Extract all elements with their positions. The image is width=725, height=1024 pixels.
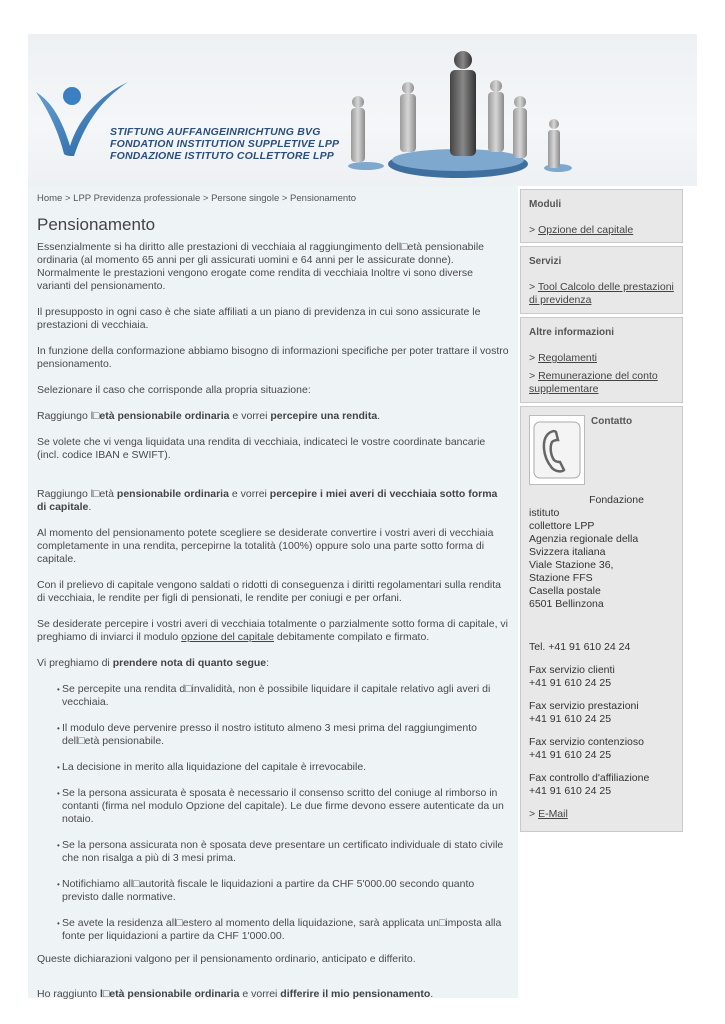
bank-details-paragraph: Se volete che vi venga liquidata una rendita di vecchiaia, indicateci le vostre coordinate bancarie (incl. codice IBAN e SWIFT). — [37, 436, 486, 461]
fax-contenzioso: Fax servizio contenzioso +41 91 610 24 25 — [529, 736, 644, 761]
intro-paragraph: Essenzialmente si ha diritto alle prestazioni di vecchiaia al raggiungimento dell□età pensionabile ordinaria (al momento 65 anni per gli assicurati uomini e 64 anni per le assicurate donne). Normalmente le prestazioni vengono erogate come rendita di vecchiaia Inoltre vi sono diverse varianti del pensionamento. — [37, 241, 485, 292]
case-capitale: Raggiungo l□età pensionabile ordinaria e vorrei percepire i miei averi di vecchiaia sotto forma di capitale. — [37, 488, 498, 513]
arrow-icon: > — [529, 352, 536, 364]
list-item: • Il modulo deve pervenire presso il nostro istituto almeno 3 mesi prima del raggiungimento dell□età pensionabile. — [37, 722, 509, 748]
arrow-icon: > — [529, 224, 536, 236]
address-line: 6501 Bellinzona — [529, 598, 604, 610]
altre-link-regolamenti[interactable]: Regolamenti — [538, 352, 598, 364]
capital-form-paragraph: Se desiderate percepire i vostri averi di vecchiaia totalmente o parzialmente sotto forma di capitale, vi preghiamo di inviarci il modulo opzione del capitale debitamente compilato e firmato. — [37, 618, 508, 643]
address-line: Fondazione — [589, 494, 644, 506]
prerequisite-paragraph: Il presupposto in ogni caso è che siate affiliati a un piano di previdenza in cui sono assicurate le prestazioni di vecchiaia. — [37, 306, 481, 331]
contact-info — [529, 494, 674, 821]
page-title: Pensionamento — [37, 215, 156, 234]
list-item: • Se percepite una rendita d□invalidità, non è possibile liquidare il capitale relativo agli averi di vecchiaia. — [37, 683, 509, 709]
fax-clienti: Fax servizio clienti +41 91 610 24 25 — [529, 664, 615, 689]
select-case-paragraph: Selezionare il caso che corrisponde alla propria situazione: — [37, 384, 311, 396]
logo-line-3: FONDAZIONE ISTITUTO COLLETTORE LPP — [110, 150, 334, 162]
servizi-box — [520, 246, 683, 314]
phone-icon — [529, 415, 585, 485]
case-differire: Ho raggiunto l□età pensionabile ordinaria e vorrei differire il mio pensionamento. — [37, 988, 434, 1000]
email-link[interactable]: E-Mail — [538, 808, 568, 820]
address-line: Casella postale — [529, 585, 601, 597]
logo-line-2: FONDATION INSTITUTION SUPPLETIVE LPP — [110, 138, 340, 150]
telephone: Tel. +41 91 610 24 24 — [529, 641, 631, 653]
address-line: collettore LPP — [529, 520, 595, 532]
address-line: Svizzera italiana — [529, 546, 606, 558]
list-item: • Notifichiamo all□autorità fiscale le liquidazioni a partire da CHF 5'000.00 secondo quanto previsto dalle normative. — [37, 878, 509, 904]
arrow-icon: > — [529, 281, 536, 293]
info-paragraph: In funzione della conformazione abbiamo bisogno di informazioni specifiche per poter trattare il vostro pensionamento. — [37, 345, 509, 370]
address-line: Agenzia regionale della — [529, 533, 639, 545]
servizi-link-tool[interactable]: Tool Calcolo delle prestazioni di previdenza — [529, 281, 674, 306]
people-illustration — [328, 44, 588, 184]
arrow-icon: > — [529, 808, 536, 820]
address-line: Stazione FFS — [529, 572, 593, 584]
opzione-capitale-link[interactable]: opzione del capitale — [181, 631, 274, 643]
logo-line-1: STIFTUNG AUFFANGEINRICHTUNG BVG — [110, 126, 321, 138]
moduli-box — [520, 189, 683, 243]
address-line: istituto — [529, 507, 560, 519]
altre-box — [520, 317, 683, 403]
list-item: • Se avete la residenza all□estero al momento della liquidazione, sarà applicata un□imposta alla fonte per liquidazioni a partire da CHF 1'000.00. — [37, 917, 509, 943]
servizi-title: Servizi — [529, 256, 562, 267]
list-item: • La decisione in merito alla liquidazione del capitale è irrevocabile. — [37, 761, 509, 774]
fax-prestazioni: Fax servizio prestazioni +41 91 610 24 25 — [529, 700, 639, 725]
conditions-list — [37, 683, 509, 943]
altre-title: Altre informazioni — [529, 327, 615, 338]
contatto-box — [520, 406, 683, 832]
altre-link-remunerazione[interactable]: Remunerazione del conto supplementare — [529, 370, 658, 395]
arrow-icon: > — [529, 370, 536, 382]
note-paragraph: Vi preghiamo di prendere nota di quanto segue: — [37, 657, 270, 669]
contatto-title: Contatto — [591, 416, 633, 427]
main-content — [28, 186, 518, 998]
list-item: • Se la persona assicurata è sposata è necessario il consenso scritto del coniuge al rimborso in contanti (firma nel modulo Opzione del capitale). Le due firme devono essere autenticate da un notaio. — [37, 787, 509, 826]
moduli-link-opzione[interactable]: Opzione del capitale — [538, 224, 634, 236]
validity-paragraph: Queste dichiarazioni valgono per il pensionamento ordinario, anticipato e differito. — [37, 953, 416, 965]
capital-withdrawal-paragraph: Con il prelievo di capitale vengono saldati o ridotti di conseguenza i diritti regolamentari sulla rendita di vecchiaia, le rendite per figli di pensionati, le rendite per coniugi e per orfani. — [37, 579, 502, 604]
case-rendita: Raggiungo l□età pensionabile ordinaria e vorrei percepire una rendita. — [37, 410, 381, 422]
capital-choice-paragraph: Al momento del pensionamento potete scegliere se desiderate convertire i vostri averi di vecchiaia completamente in una rendita, percepirne la totalità (100%) oppure solo una parte sotto forma di capitale. — [37, 527, 494, 565]
fax-affiliazione: Fax controllo d'affiliazione +41 91 610 24 25 — [529, 772, 650, 797]
breadcrumb[interactable]: Home > LPP Previdenza professionale > Persone singole > Pensionamento — [37, 193, 357, 204]
address-line: Viale Stazione 36, — [529, 559, 614, 571]
list-item: • Se la persona assicurata non è sposata deve presentare un certificato individuale di stato civile che non risalga a più di 3 mesi prima. — [37, 839, 509, 865]
site-header — [28, 34, 697, 186]
moduli-title: Moduli — [529, 199, 562, 210]
